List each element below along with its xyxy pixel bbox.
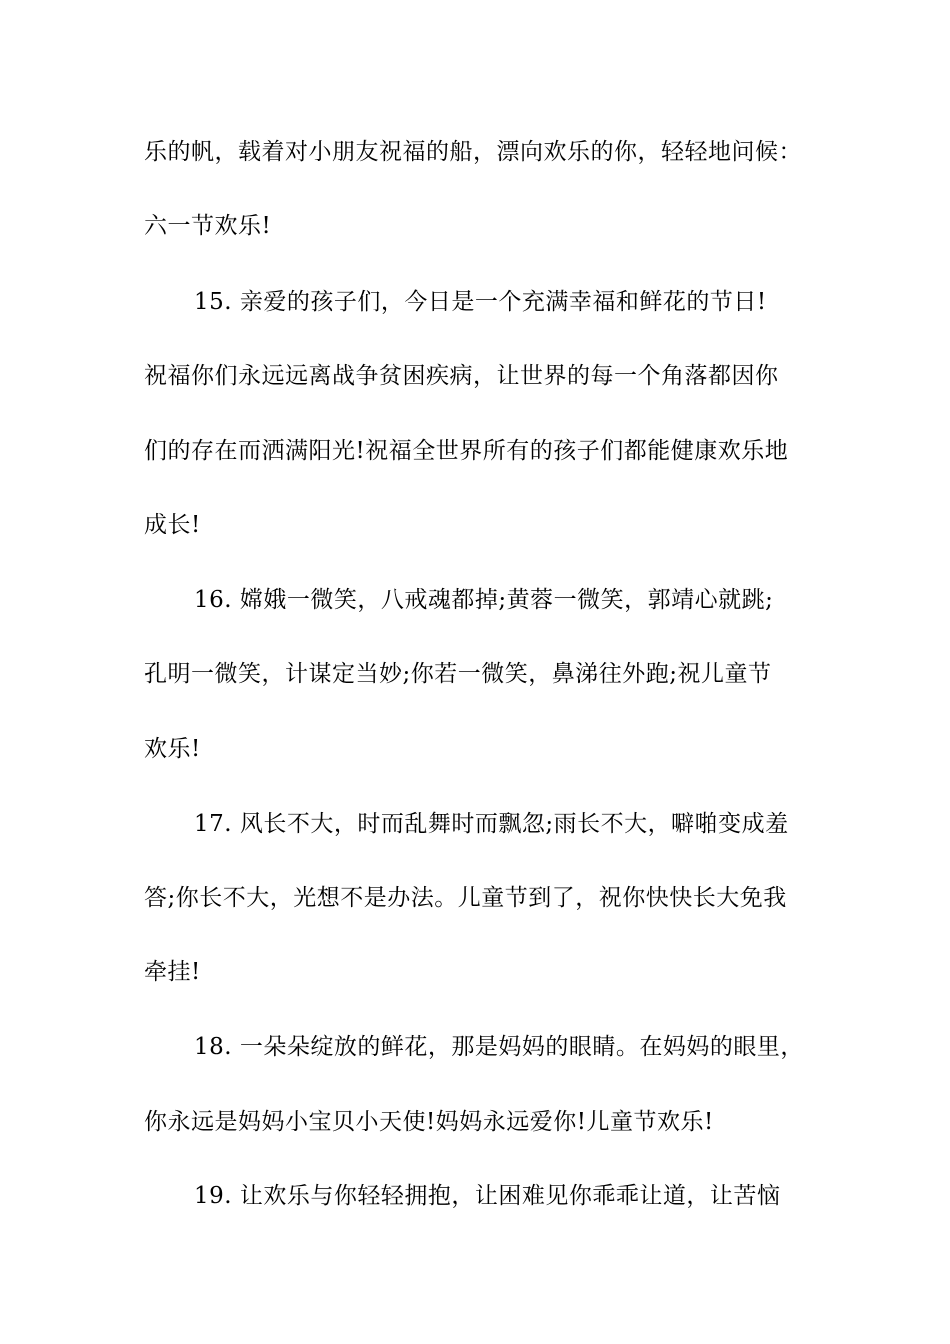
text-line-item-19: 19. 让欢乐与你轻轻拥抱，让困难见你乖乖让道，让苦恼	[194, 1183, 781, 1209]
text-line-item-15: 15. 亲爱的孩子们，今日是一个充满幸福和鲜花的节日!	[194, 289, 767, 315]
text-line-item-17: 17. 风长不大，时而乱舞时而飘忽;雨长不大，噼啪变成羞	[194, 811, 789, 837]
text-line: 孔明一微笑，计谋定当妙;你若一微笑，鼻涕往外跑;祝儿童节	[144, 661, 772, 687]
text-line: 祝福你们永远远离战争贫困疾病，让世界的每一个角落都因你	[144, 363, 779, 389]
text-line: 欢乐!	[144, 736, 201, 762]
text-line: 乐的帆，载着对小朋友祝福的船，漂向欢乐的你，轻轻地问候：	[144, 139, 802, 165]
text-line-item-18: 18. 一朵朵绽放的鲜花，那是妈妈的眼睛。在妈妈的眼里，	[194, 1034, 804, 1060]
text-line: 答;你长不大，光想不是办法。儿童节到了，祝你快快长大免我	[144, 885, 787, 911]
text-line-item-16: 16. 嫦娥一微笑，八戒魂都掉;黄蓉一微笑，郭靖心就跳;	[194, 587, 774, 613]
text-line: 你永远是妈妈小宝贝小天使!妈妈永远爱你!儿童节欢乐!	[144, 1109, 714, 1135]
text-line: 牵挂!	[144, 959, 201, 985]
text-line: 成长!	[144, 512, 201, 538]
text-line: 们的存在而洒满阳光!祝福全世界所有的孩子们都能健康欢乐地	[144, 438, 789, 464]
text-line: 六一节欢乐!	[144, 213, 272, 239]
